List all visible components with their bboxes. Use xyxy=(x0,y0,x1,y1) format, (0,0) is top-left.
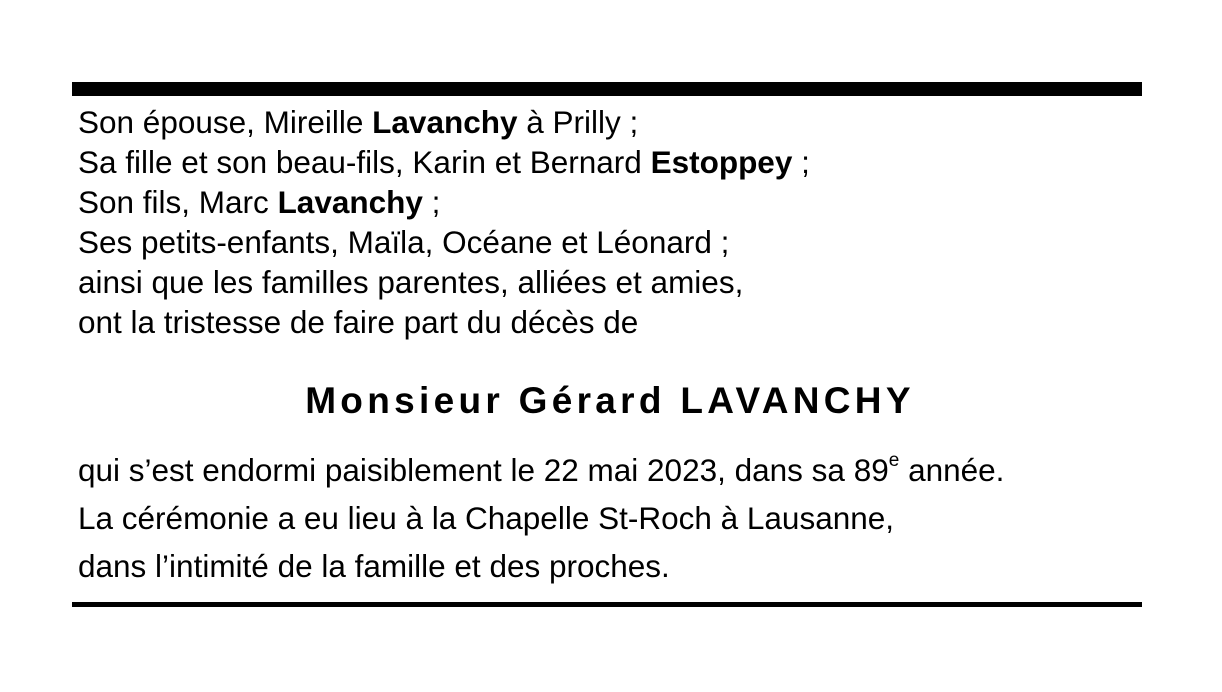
top-divider xyxy=(72,82,1142,96)
family-line-text: Ses petits-enfants, Maïla, Océane et Léonard ; xyxy=(78,224,730,260)
family-line-relatives xyxy=(78,262,1142,302)
family-line-text: Sa fille et son beau-fils, Karin et Bernard xyxy=(78,144,651,180)
family-surname: Estoppey xyxy=(650,144,793,180)
death-line-text: qui s’est endormi paisiblement le 22 mai 2023, dans sa 89 xyxy=(78,452,889,488)
family-line-text: ; xyxy=(792,144,810,180)
family-surname: Lavanchy xyxy=(372,104,518,140)
bottom-divider xyxy=(72,602,1142,607)
family-line-spouse xyxy=(78,102,1142,142)
family-line-daughter xyxy=(78,142,1142,182)
death-date-line xyxy=(78,446,1142,494)
family-line-text: Son épouse, Mireille xyxy=(78,104,373,140)
announcement-line xyxy=(78,302,1142,342)
death-line-text: année. xyxy=(899,452,1005,488)
ordinal-suffix: e xyxy=(888,450,900,471)
family-list xyxy=(72,96,1142,342)
family-line-text: ont la tristesse de faire part du décès de xyxy=(78,304,639,340)
family-line-grandchildren xyxy=(78,222,1142,262)
ceremony-privacy-line: dans l’intimité de la famille et des proches. xyxy=(78,548,670,584)
family-line-text: Son fils, Marc xyxy=(78,184,278,220)
obituary-notice xyxy=(72,82,1142,607)
ceremony-location-line: La cérémonie a eu lieu à la Chapelle St-Roch à Lausanne, xyxy=(78,500,895,536)
deceased-name: Monsieur Gérard LAVANCHY xyxy=(305,380,915,421)
family-line-text: ; xyxy=(422,184,441,220)
family-line-son xyxy=(78,182,1142,222)
family-line-text: ainsi que les familles parentes, alliées et amies, xyxy=(78,264,744,300)
family-surname: Lavanchy xyxy=(277,184,423,220)
family-line-text: à Prilly ; xyxy=(517,104,639,140)
ceremony-details xyxy=(72,446,1142,590)
